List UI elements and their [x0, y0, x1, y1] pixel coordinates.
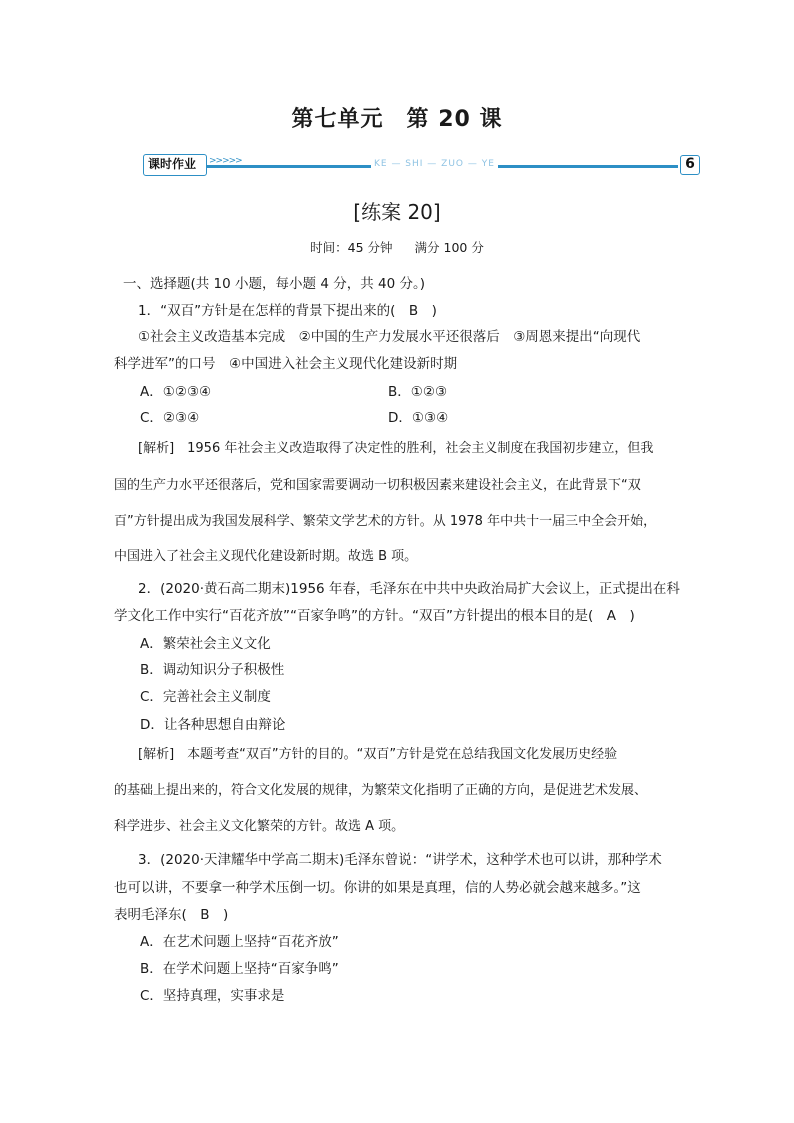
question-1-analysis: 中国进入了社会主义现代化建设新时期。故选 B 项。: [114, 549, 418, 564]
banner-number: 6: [680, 155, 700, 175]
question-2-stem: 学文化工作中实行“百花齐放”“百家争鸣”的方针。“双百”方针提出的根本目的是( A ): [114, 608, 635, 624]
question-2-option: B．调动知识分子积极性: [140, 662, 285, 678]
time-label: 时间：45 分钟: [310, 240, 393, 255]
question-2-analysis: [解析] 本题考查“双百”方针的目的。“双百”方针是党在总结我国文化发展历史经验: [138, 747, 618, 762]
banner-label: 课时作业: [143, 154, 207, 176]
time-score-line: [0, 238, 794, 256]
banner-pinyin: KE — SHI — ZUO — YE: [371, 159, 498, 169]
practice-title: [练案 20]: [353, 200, 441, 224]
score-label: 满分 100 分: [414, 240, 484, 255]
question-1-analysis: 国的生产力水平还很落后，党和国家需要调动一切积极因素来建设社会主义，在此背景下“双: [114, 478, 641, 493]
page-title: 第七单元 第 20 课: [291, 107, 503, 132]
question-3-stem: 也可以讲，不要拿一种学术压倒一切。你讲的如果是真理，信的人势必就会越来越多。”这: [114, 880, 641, 896]
question-3-stem: 表明毛泽东( B ): [114, 907, 229, 923]
question-1-statement: 科学进军”的口号 ④中国进入社会主义现代化建设新时期: [114, 356, 458, 372]
question-3-stem: 3．(2020·天津耀华中学高二期末)毛泽东曾说：“讲学术，这种学术也可以讲，那种学术: [138, 852, 662, 868]
section-title: 一、选择题(共 10 小题，每小题 4 分，共 40 分。): [123, 276, 425, 292]
question-3-option: A．在艺术问题上坚持“百花齐放”: [140, 934, 339, 950]
question-3-option: C．坚持真理，实事求是: [140, 988, 285, 1004]
question-1-statement: ①社会主义改造基本完成 ②中国的生产力发展水平还很落后 ③周恩来提出“向现代: [138, 329, 641, 345]
question-1-option: C．②③④: [140, 410, 200, 426]
question-1-analysis: [解析] 1956 年社会主义改造取得了决定性的胜利，社会主义制度在我国初步建立，但我: [138, 441, 654, 456]
question-3-option: B．在学术问题上坚持“百家争鸣”: [140, 961, 339, 977]
question-2-analysis: 的基础上提出来的，符合文化发展的规律，为繁荣文化指明了正确的方向，是促进艺术发展、: [114, 783, 648, 798]
question-1-analysis: 百”方针提出成为我国发展科学、繁荣文学艺术的方针。从 1978 年中共十一届三中全会开始，: [114, 514, 657, 529]
question-2-option: A．繁荣社会主义文化: [140, 636, 271, 652]
question-1-stem: 1．“双百”方针是在怎样的背景下提出来的( B ): [138, 303, 437, 319]
question-2-option: C．完善社会主义制度: [140, 689, 271, 705]
question-1-option: A．①②③④: [140, 384, 212, 400]
question-2-stem: 2．(2020·黄石高二期末)1956 年春，毛泽东在中共中央政治局扩大会议上，正式提出在科: [138, 581, 680, 597]
question-1-option: D．①③④: [388, 410, 449, 426]
question-2-option: D．让各种思想自由辩论: [140, 717, 286, 733]
banner-arrows-icon: >>>>>: [209, 156, 242, 166]
question-1-option: B．①②③: [388, 384, 448, 400]
question-2-analysis: 科学进步、社会主义文化繁荣的方针。故选 A 项。: [114, 819, 405, 834]
homework-banner: [143, 152, 700, 180]
